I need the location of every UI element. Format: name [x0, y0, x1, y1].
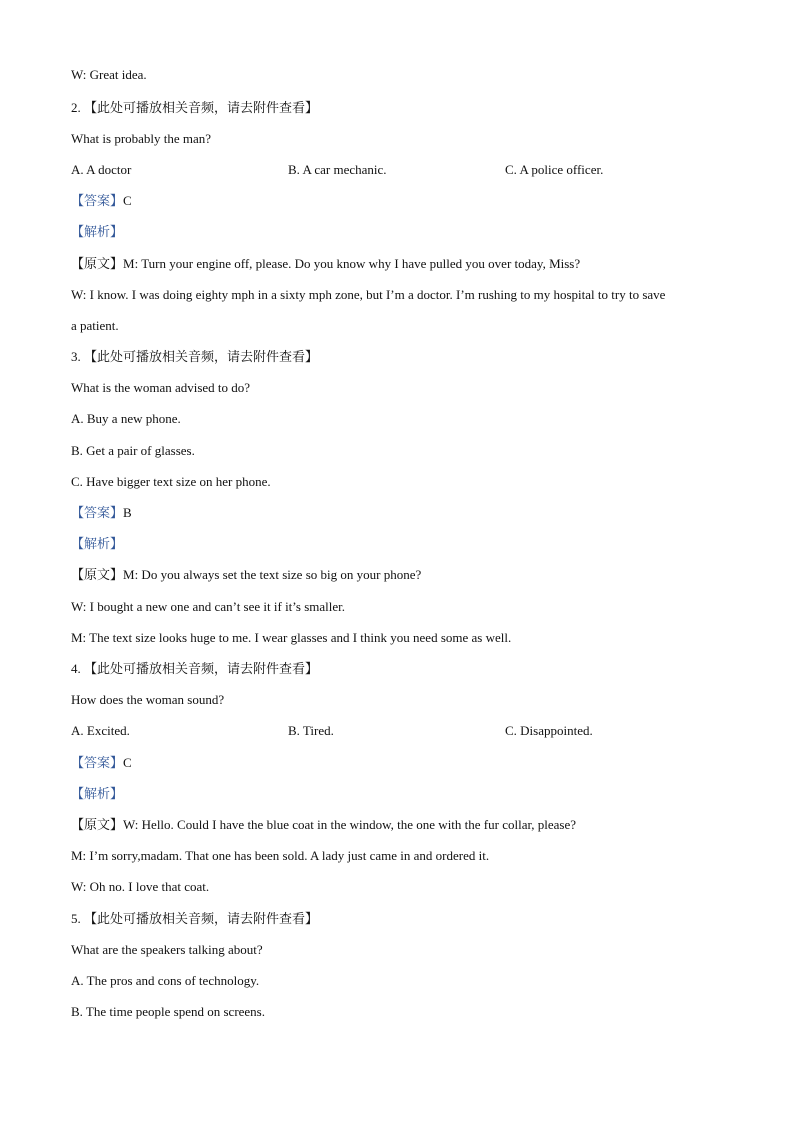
- option-b: B. The time people spend on screens.: [71, 1004, 265, 1019]
- answer-tag: 【答案】: [71, 506, 124, 521]
- transcript-line: W: Oh no. I love that coat.: [71, 879, 210, 894]
- answer-tag: 【答案】: [71, 194, 124, 209]
- analysis-row: [71, 785, 123, 804]
- answer-row: [71, 754, 132, 773]
- transcript-line: [71, 255, 580, 274]
- analysis-tag: 【解析】: [71, 225, 124, 240]
- audio-placeholder[interactable]: 【此处可播放相关音频，请去附件查看】: [84, 101, 319, 116]
- transcript-line: a patient.: [71, 318, 119, 333]
- question-2-header: [71, 99, 318, 118]
- question-5-text: What are the speakers talking about?: [71, 942, 263, 957]
- option-a: A. A doctor: [71, 162, 132, 177]
- question-5-header: [71, 910, 318, 929]
- transcript-tag: 【原文】: [71, 257, 124, 272]
- option-c: C. Disappointed.: [505, 723, 593, 738]
- transcript-line: M: I’m sorry,madam. That one has been sold. A lady just came in and ordered it.: [71, 848, 490, 863]
- option-b: B. A car mechanic.: [288, 162, 387, 177]
- audio-placeholder[interactable]: 【此处可播放相关音频，请去附件查看】: [84, 912, 319, 927]
- analysis-tag: 【解析】: [71, 787, 124, 802]
- transcript-text: M: Turn your engine off, please. Do you know why I have pulled you over today, Miss?: [123, 256, 581, 271]
- analysis-tag: 【解析】: [71, 537, 124, 552]
- answer-value: C: [123, 755, 132, 770]
- question-3-text: What is the woman advised to do?: [71, 380, 251, 395]
- audio-placeholder[interactable]: 【此处可播放相关音频，请去附件查看】: [84, 662, 319, 677]
- question-4-header: [71, 660, 318, 679]
- transcript-line: [71, 816, 576, 835]
- question-3-header: [71, 348, 318, 367]
- option-c: C. A police officer.: [505, 162, 604, 177]
- option-b: B. Tired.: [288, 723, 334, 738]
- transcript-line: M: The text size looks huge to me. I wear glasses and I think you need some as well.: [71, 630, 512, 645]
- audio-placeholder[interactable]: 【此处可播放相关音频，请去附件查看】: [84, 350, 319, 365]
- answer-tag: 【答案】: [71, 756, 124, 771]
- transcript-line: W: I know. I was doing eighty mph in a sixty mph zone, but I’m a doctor. I’m rushing to my hospital to try to save: [71, 287, 666, 302]
- transcript-text: M: Do you always set the text size so big on your phone?: [123, 567, 422, 582]
- question-number: 4.: [71, 661, 81, 676]
- option-a: A. Excited.: [71, 723, 130, 738]
- answer-value: B: [123, 505, 132, 520]
- transcript-text: W: Hello. Could I have the blue coat in the window, the one with the fur collar, please?: [123, 817, 577, 832]
- transcript-line: [71, 566, 421, 585]
- answer-value: C: [123, 193, 132, 208]
- analysis-row: [71, 535, 123, 554]
- dialogue-line: W: Great idea.: [71, 67, 147, 82]
- transcript-line: W: I bought a new one and can’t see it if it’s smaller.: [71, 599, 346, 614]
- question-number: 2.: [71, 100, 81, 115]
- question-4-text: How does the woman sound?: [71, 692, 225, 707]
- option-b: B. Get a pair of glasses.: [71, 443, 195, 458]
- question-number: 5.: [71, 911, 81, 926]
- option-c: C. Have bigger text size on her phone.: [71, 474, 271, 489]
- analysis-row: [71, 223, 123, 242]
- answer-row: [71, 504, 132, 523]
- question-number: 3.: [71, 349, 81, 364]
- answer-row: [71, 192, 132, 211]
- option-a: A. The pros and cons of technology.: [71, 973, 260, 988]
- transcript-tag: 【原文】: [71, 818, 124, 833]
- option-a: A. Buy a new phone.: [71, 411, 181, 426]
- transcript-tag: 【原文】: [71, 568, 124, 583]
- question-2-text: What is probably the man?: [71, 131, 212, 146]
